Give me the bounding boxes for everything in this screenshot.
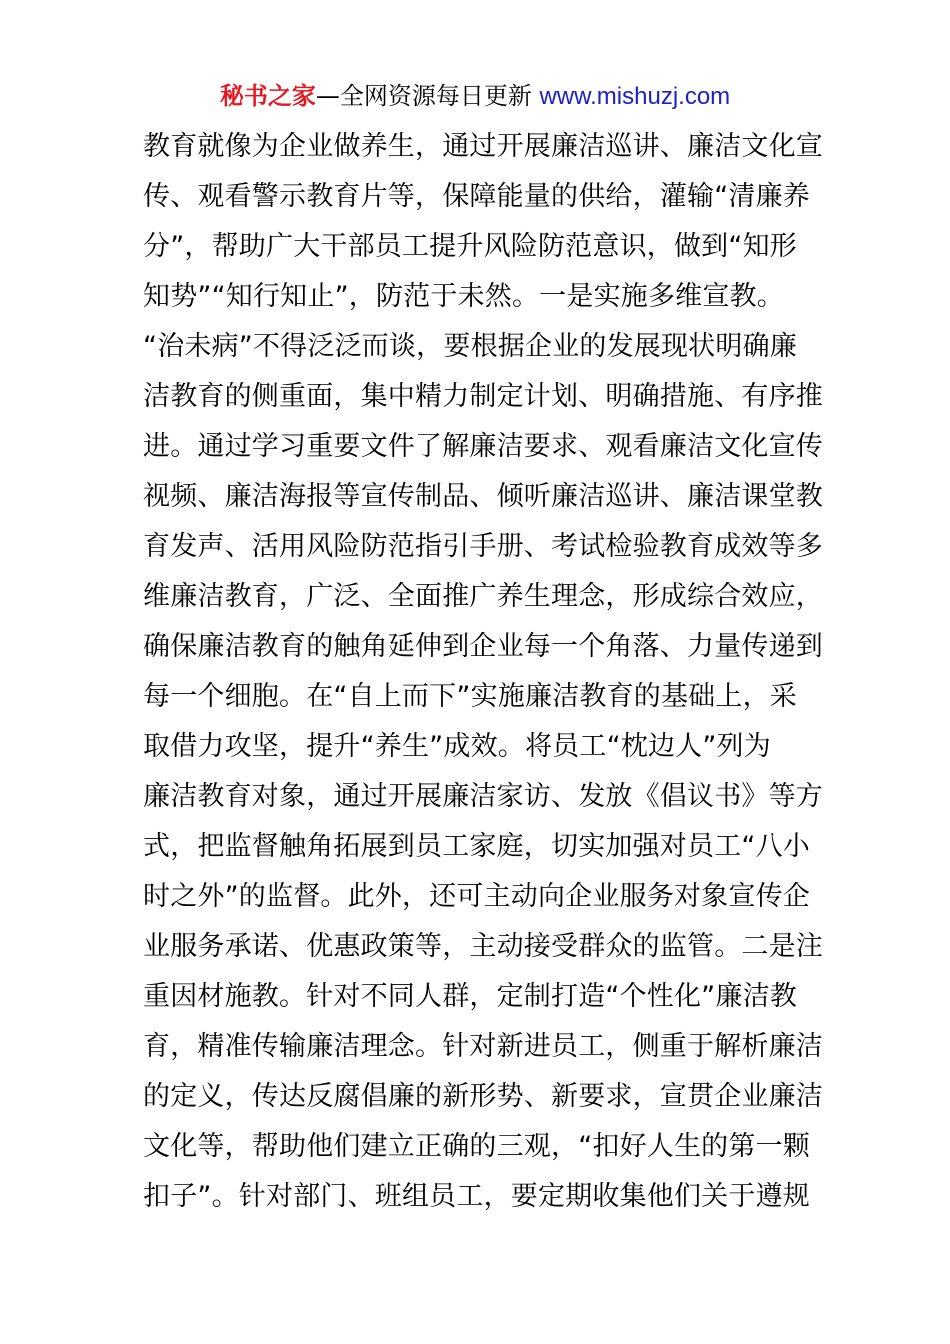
text-line: 育，精准传输廉洁理念。针对新进员工，侧重于解析廉洁 — [143, 1031, 823, 1062]
site-url-link[interactable]: www.mishuzj.com — [539, 83, 731, 110]
text-line: 维廉洁教育，广泛、全面推广养生理念，形成综合效应， — [143, 581, 823, 612]
text-line: 育发声、活用风险防范指引手册、考试检验教育成效等多 — [143, 531, 823, 562]
text-line: 洁教育的侧重面，集中精力制定计划、明确措施、有序推 — [143, 381, 823, 412]
text-line: 进。通过学习重要文件了解廉洁要求、观看廉洁文化宣传 — [143, 431, 823, 462]
text-line: 取借力攻坚，提升“养生”成效。将员工“枕边人”列为 — [143, 731, 771, 762]
header-tagline: —全网资源每日更新 — [315, 82, 540, 110]
brand-name: 秘书之家 — [219, 82, 316, 110]
text-line: 知势”“知行知止”，防范于未然。一是实施多维宣教。 — [143, 281, 784, 312]
text-line: 扣子”。针对部门、班组员工，要定期收集他们关于遵规 — [143, 1181, 810, 1212]
text-line: 每一个细胞。在“自上而下”实施廉洁教育的基础上，采 — [143, 681, 797, 712]
text-line: 式，把监督触角拓展到员工家庭，切实加强对员工“八小 — [143, 831, 810, 862]
site-header — [0, 80, 950, 113]
text-line: 文化等，帮助他们建立正确的三观，“扣好人生的第一颗 — [143, 1131, 810, 1162]
text-line: 视频、廉洁海报等宣传制品、倾听廉洁巡讲、廉洁课堂教 — [143, 481, 823, 512]
text-line: 教育就像为企业做养生，通过开展廉洁巡讲、廉洁文化宣 — [143, 131, 823, 162]
text-line: 廉洁教育对象，通过开展廉洁家访、发放《倡议书》等方 — [143, 781, 823, 812]
document-body — [143, 122, 823, 1222]
text-line: 重因材施教。针对不同人群，定制打造“个性化”廉洁教 — [143, 981, 797, 1012]
text-line: 时之外”的监督。此外，还可主动向企业服务对象宣传企 — [143, 881, 810, 912]
text-line: 传、观看警示教育片等，保障能量的供给，灌输“清廉养 — [143, 181, 810, 212]
text-line: 确保廉洁教育的触角延伸到企业每一个角落、力量传递到 — [143, 631, 823, 662]
text-line: 的定义，传达反腐倡廉的新形势、新要求，宣贯企业廉洁 — [143, 1081, 823, 1112]
text-line: “治未病”不得泛泛而谈，要根据企业的发展现状明确廉 — [143, 331, 797, 362]
text-line: 分”，帮助广大干部员工提升风险防范意识，做到“知形 — [143, 231, 797, 262]
text-line: 业服务承诺、优惠政策等，主动接受群众的监管。二是注 — [143, 931, 823, 962]
